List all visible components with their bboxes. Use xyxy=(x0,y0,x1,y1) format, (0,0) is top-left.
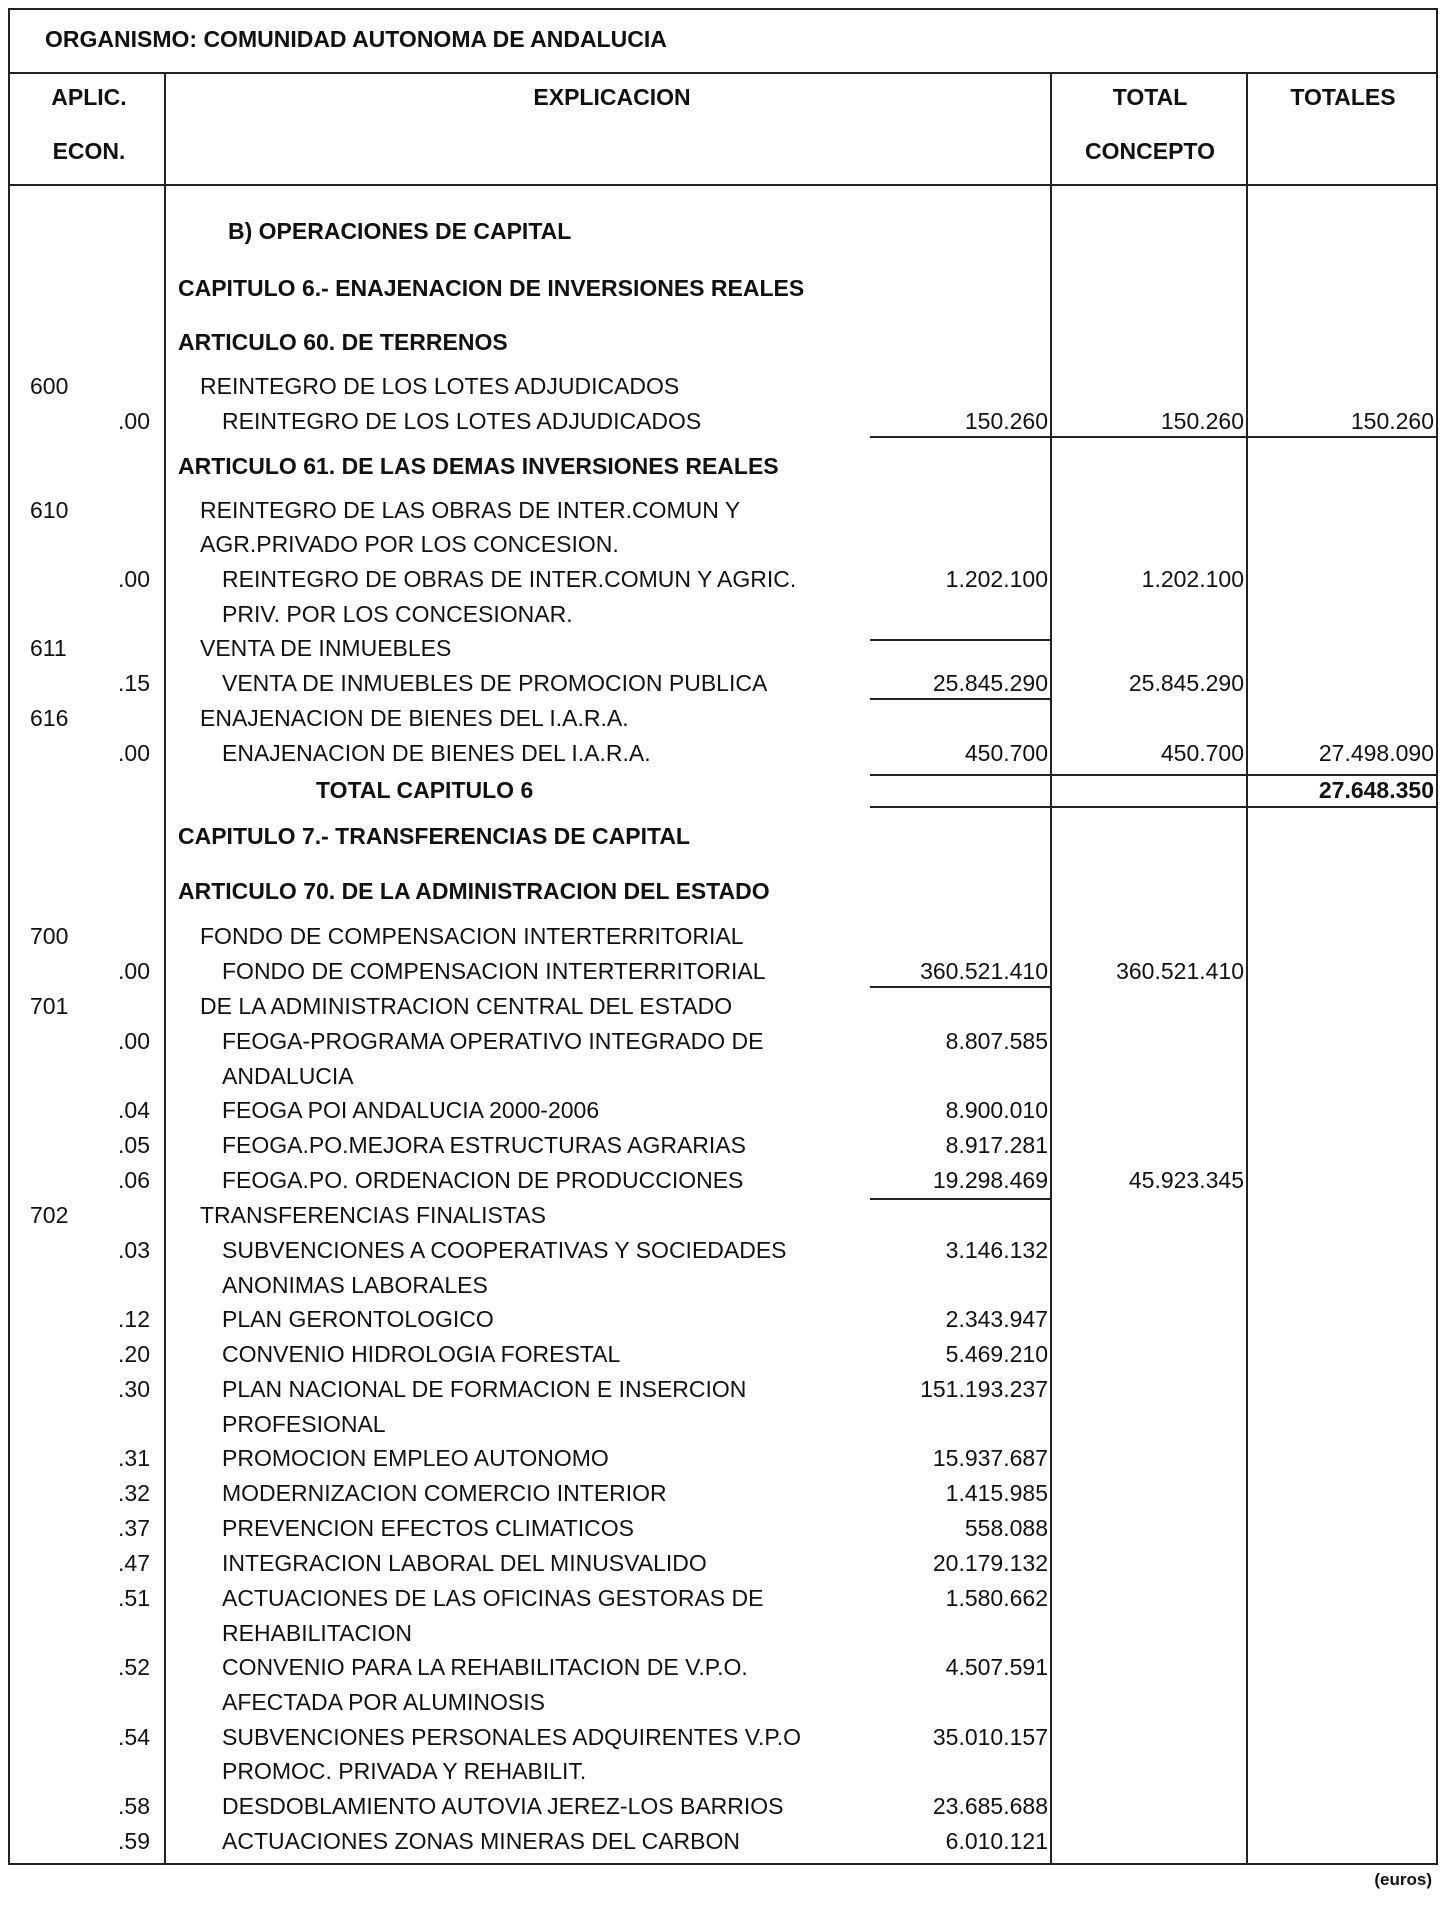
row-description: TRANSFERENCIAS FINALISTAS xyxy=(200,1202,546,1228)
row-description: MODERNIZACION COMERCIO INTERIOR xyxy=(222,1480,667,1506)
amount-concepto: 25.845.290 xyxy=(1128,670,1244,696)
amount-detail: 1.415.985 xyxy=(945,1480,1048,1506)
header-bottom-border xyxy=(8,184,1438,186)
row-description: ARTICULO 60. DE TERRENOS xyxy=(178,329,508,355)
amount-detail: 1.580.662 xyxy=(945,1585,1048,1611)
econ-code: 611 xyxy=(30,635,67,661)
amount-detail: 150.260 xyxy=(964,408,1048,434)
row-description: CONVENIO PARA LA REHABILITACION DE V.P.O. xyxy=(222,1654,748,1680)
row-description: PREVENCION EFECTOS CLIMATICOS xyxy=(222,1515,634,1541)
amount-detail: 15.937.687 xyxy=(932,1445,1048,1471)
amount-detail: 151.193.237 xyxy=(920,1376,1048,1402)
header-total: TOTAL xyxy=(1112,84,1188,110)
row-description: ARTICULO 61. DE LAS DEMAS INVERSIONES REALES xyxy=(178,453,779,479)
row-description: ENAJENACION DE BIENES DEL I.A.R.A. xyxy=(222,740,651,766)
econ-code: 702 xyxy=(30,1202,69,1228)
sum-underline xyxy=(870,698,1050,700)
sub-code: .30 xyxy=(118,1376,150,1402)
econ-code: 610 xyxy=(30,497,69,523)
amount-detail: 2.343.947 xyxy=(945,1306,1048,1332)
row-description: REINTEGRO DE LOS LOTES ADJUDICADOS xyxy=(200,373,680,399)
row-description: TOTAL CAPITULO 6 xyxy=(316,777,534,803)
header-concepto: CONCEPTO xyxy=(1085,138,1215,164)
amount-concepto: 45.923.345 xyxy=(1128,1167,1244,1193)
sub-code: .00 xyxy=(118,566,150,592)
row-description: REINTEGRO DE OBRAS DE INTER.COMUN Y AGRIC. xyxy=(222,566,797,592)
row-description: ACTUACIONES DE LAS OFICINAS GESTORAS DE xyxy=(222,1585,764,1611)
amount-detail: 6.010.121 xyxy=(945,1828,1048,1854)
sum-underline xyxy=(870,1198,1050,1200)
row-description: FEOGA.PO. ORDENACION DE PRODUCCIONES xyxy=(222,1167,744,1193)
header-explicacion: EXPLICACION xyxy=(533,84,691,110)
amount-concepto: 450.700 xyxy=(1160,740,1244,766)
sub-code: .37 xyxy=(118,1515,150,1541)
sub-code: .00 xyxy=(118,740,150,766)
sub-code: .12 xyxy=(118,1306,150,1332)
row-description: SUBVENCIONES A COOPERATIVAS Y SOCIEDADES xyxy=(222,1237,787,1263)
sum-underline xyxy=(870,806,1438,808)
amount-detail: 1.202.100 xyxy=(945,566,1048,592)
sum-underline xyxy=(870,774,1438,776)
amount-detail: 19.298.469 xyxy=(932,1167,1048,1193)
col-divider-concepto xyxy=(1050,72,1052,1865)
amount-detail: 23.685.688 xyxy=(932,1793,1048,1819)
sub-code: .52 xyxy=(118,1654,150,1680)
row-description: INTEGRACION LABORAL DEL MINUSVALIDO xyxy=(222,1550,707,1576)
header-econ: ECON. xyxy=(52,138,126,164)
currency-note: (euros) xyxy=(1374,1870,1432,1889)
sub-code: .06 xyxy=(118,1167,150,1193)
row-description: ARTICULO 70. DE LA ADMINISTRACION DEL ESTADO xyxy=(178,878,770,904)
amount-concepto: 360.521.410 xyxy=(1116,958,1244,984)
row-description: PROMOCION EMPLEO AUTONOMO xyxy=(222,1445,609,1471)
row-description: FONDO DE COMPENSACION INTERTERRITORIAL xyxy=(222,958,766,984)
row-description: FEOGA-PROGRAMA OPERATIVO INTEGRADO DE xyxy=(222,1028,764,1054)
sub-code: .51 xyxy=(118,1585,150,1611)
row-description: PLAN GERONTOLOGICO xyxy=(222,1306,494,1332)
row-description: PLAN NACIONAL DE FORMACION E INSERCION xyxy=(222,1376,747,1402)
row-description: CONVENIO HIDROLOGIA FORESTAL xyxy=(222,1341,621,1367)
header-aplic: APLIC. xyxy=(51,84,127,110)
amount-detail: 450.700 xyxy=(964,740,1048,766)
amount-detail: 558.088 xyxy=(964,1515,1048,1541)
sum-underline xyxy=(870,986,1050,988)
row-description: PROFESIONAL xyxy=(222,1411,386,1437)
row-description: FONDO DE COMPENSACION INTERTERRITORIAL xyxy=(200,923,744,949)
row-description: B) OPERACIONES DE CAPITAL xyxy=(228,218,572,244)
row-description: VENTA DE INMUEBLES xyxy=(200,635,452,661)
row-description: CAPITULO 6.- ENAJENACION DE INVERSIONES REALES xyxy=(178,275,805,301)
sub-code: .05 xyxy=(118,1132,150,1158)
col-divider-totales xyxy=(1246,72,1248,1865)
row-description: REHABILITACION xyxy=(222,1620,412,1646)
econ-code: 701 xyxy=(30,993,69,1019)
organismo-title: ORGANISMO: COMUNIDAD AUTONOMA DE ANDALUCIA xyxy=(45,26,667,52)
row-description: PRIV. POR LOS CONCESIONAR. xyxy=(222,601,573,627)
amount-detail: 35.010.157 xyxy=(932,1724,1048,1750)
amount-totales: 150.260 xyxy=(1350,408,1434,434)
amount-detail: 5.469.210 xyxy=(945,1341,1048,1367)
sub-code: .54 xyxy=(118,1724,150,1750)
row-description: ANONIMAS LABORALES xyxy=(222,1272,488,1298)
amount-concepto: 1.202.100 xyxy=(1141,566,1244,592)
row-description: REINTEGRO DE LOS LOTES ADJUDICADOS xyxy=(222,408,702,434)
row-description: CAPITULO 7.- TRANSFERENCIAS DE CAPITAL xyxy=(178,823,690,849)
econ-code: 700 xyxy=(30,923,69,949)
amount-detail: 25.845.290 xyxy=(932,670,1048,696)
sub-code: .47 xyxy=(118,1550,150,1576)
sub-code: .03 xyxy=(118,1237,150,1263)
amount-concepto: 150.260 xyxy=(1160,408,1244,434)
sub-code: .32 xyxy=(118,1480,150,1506)
sum-underline xyxy=(870,639,1050,641)
amount-detail: 4.507.591 xyxy=(945,1654,1048,1680)
row-description: FEOGA POI ANDALUCIA 2000-2006 xyxy=(222,1097,600,1123)
header-totales: TOTALES xyxy=(1290,84,1396,110)
row-description: DE LA ADMINISTRACION CENTRAL DEL ESTADO xyxy=(200,993,733,1019)
econ-code: 600 xyxy=(30,373,69,399)
row-description: REINTEGRO DE LAS OBRAS DE INTER.COMUN Y xyxy=(200,497,741,523)
header-divider xyxy=(8,72,1438,74)
row-description: PROMOC. PRIVADA Y REHABILIT. xyxy=(222,1758,587,1784)
row-description: ACTUACIONES ZONAS MINERAS DEL CARBON xyxy=(222,1828,741,1854)
sum-underline xyxy=(870,436,1438,438)
budget-document xyxy=(8,8,1440,1898)
amount-detail: 20.179.132 xyxy=(932,1550,1048,1576)
amount-detail: 8.917.281 xyxy=(945,1132,1048,1158)
amount-detail: 3.146.132 xyxy=(945,1237,1048,1263)
sub-code: .15 xyxy=(118,670,150,696)
row-description: DESDOBLAMIENTO AUTOVIA JEREZ-LOS BARRIOS xyxy=(222,1793,784,1819)
sub-code: .58 xyxy=(118,1793,150,1819)
sub-code: .04 xyxy=(118,1097,150,1123)
row-description: AFECTADA POR ALUMINOSIS xyxy=(222,1689,545,1715)
sub-code: .31 xyxy=(118,1445,150,1471)
row-description: FEOGA.PO.MEJORA ESTRUCTURAS AGRARIAS xyxy=(222,1132,746,1158)
row-description: SUBVENCIONES PERSONALES ADQUIRENTES V.P.O xyxy=(222,1724,802,1750)
sub-code: .59 xyxy=(118,1828,150,1854)
row-description: ANDALUCIA xyxy=(222,1063,354,1089)
amount-detail: 8.807.585 xyxy=(945,1028,1048,1054)
sub-code: .00 xyxy=(118,1028,150,1054)
amount-totales: 27.648.350 xyxy=(1318,777,1434,803)
amount-detail: 360.521.410 xyxy=(920,958,1048,984)
sub-code: .00 xyxy=(118,408,150,434)
row-description: ENAJENACION DE BIENES DEL I.A.R.A. xyxy=(200,705,629,731)
econ-code: 616 xyxy=(30,705,69,731)
sub-code: .20 xyxy=(118,1341,150,1367)
row-description: VENTA DE INMUEBLES DE PROMOCION PUBLICA xyxy=(222,670,768,696)
row-description: AGR.PRIVADO POR LOS CONCESION. xyxy=(200,531,619,557)
col-divider-econ xyxy=(164,72,166,1865)
amount-detail: 8.900.010 xyxy=(945,1097,1048,1123)
sub-code: .00 xyxy=(118,958,150,984)
amount-totales: 27.498.090 xyxy=(1318,740,1434,766)
